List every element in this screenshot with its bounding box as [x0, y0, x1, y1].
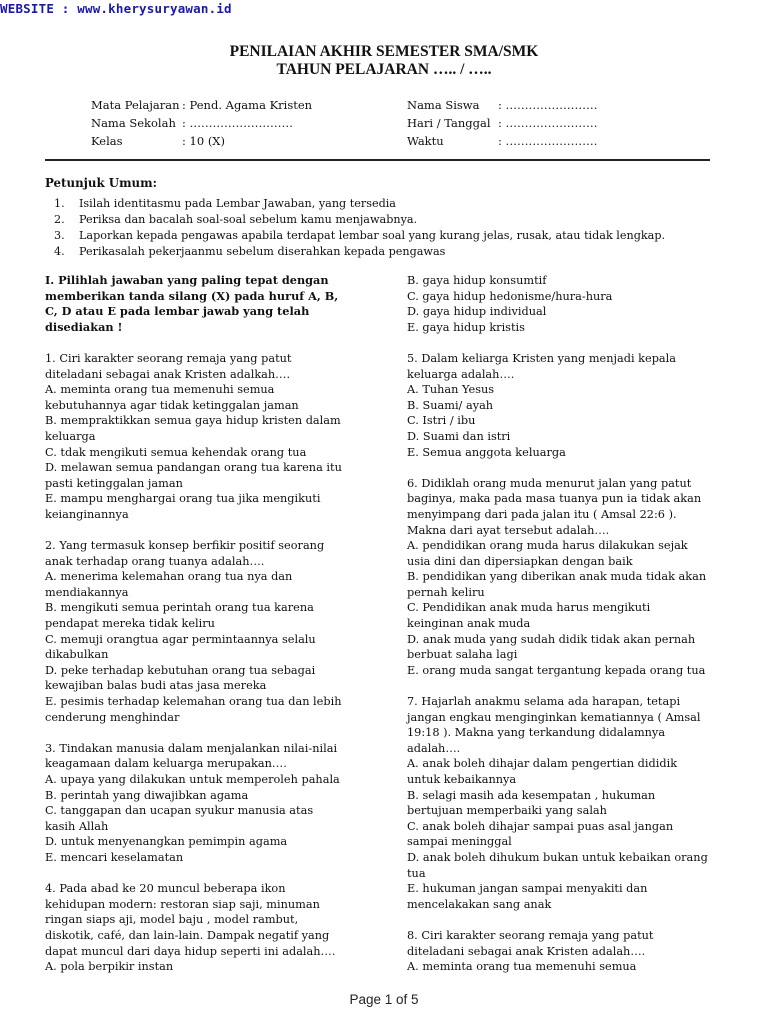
section-instruction-line: C, D atau E pada lembar jawab yang telah — [45, 304, 310, 319]
question-text-line: A. Tuhan Yesus — [407, 383, 495, 397]
question-text-line: keagamaan dalam keluarga merupakan…. — [45, 757, 287, 771]
info-row-student-name — [407, 96, 598, 114]
question-text-line: bertujuan memperbaiki yang salah — [407, 804, 607, 818]
question-text-line: menyimpang dari pada jalan itu ( Amsal 22:6 ). — [407, 507, 677, 521]
questions-column-right — [407, 273, 732, 975]
question-text-line: 1. Ciri karakter seorang remaja yang patut — [45, 351, 292, 365]
question-text-line: B. pendidikan yang diberikan anak muda tidak akan — [407, 570, 707, 584]
instruction-number: 1. — [54, 197, 65, 210]
info-row-subject — [91, 96, 312, 114]
info-row-time — [407, 132, 598, 150]
question-text-line: dapat muncul dari daya hidup seperti ini adalah…. — [45, 944, 336, 958]
question-text-line: B. Suami/ ayah — [407, 398, 494, 412]
question-text-line: keluarga — [45, 429, 96, 443]
question-text-line: 7. Hajarlah anakmu selama ada harapan, tetapi — [407, 695, 681, 709]
blank-line — [407, 335, 732, 351]
blank-line — [45, 725, 370, 741]
instruction-number: 4. — [54, 245, 65, 258]
question-text-line: C. Istri / ibu — [407, 414, 476, 428]
question-text-line: kebutuhannya agar tidak ketinggalan jaman — [45, 398, 299, 412]
section-instruction-line: disediakan ! — [45, 319, 123, 334]
instruction-item — [54, 196, 665, 212]
question-text-line: D. peke terhadap kebutuhan orang tua sebagai — [45, 663, 316, 677]
blank-line — [45, 866, 370, 882]
question-text-line: B. gaya hidup konsumtif — [407, 274, 547, 287]
question-text-line: E. pesimis terhadap kelemahan orang tua dan lebih — [45, 695, 342, 709]
question-text-line: usia dini dan dipersiapkan dengan baik — [407, 554, 633, 568]
instruction-item — [54, 228, 665, 244]
info-left — [91, 96, 312, 150]
info-label: Hari / Tanggal — [407, 116, 491, 130]
blank-line — [407, 460, 732, 476]
question-text-line: keluarga adalah…. — [407, 367, 515, 381]
question-text-line: D. anak boleh dihukum bukan untuk kebaikan orang — [407, 850, 708, 864]
question-text-line: mencelakakan sang anak — [407, 897, 552, 911]
section-instruction-line: memberikan tanda silang (X) pada huruf A, B, — [45, 288, 339, 303]
question-text-line: keinginan anak muda — [407, 617, 531, 631]
blank-line — [407, 678, 732, 694]
instruction-item — [54, 212, 665, 228]
question-text-line: C. memuji orangtua agar permintaannya selalu — [45, 632, 316, 646]
question-text-line: A. pola berpikir instan — [45, 960, 174, 974]
question-text-line: kehidupan modern: restoran siap saji, minuman — [45, 897, 320, 911]
question-text-line: diteladani sebagai anak Kristen adalkah…. — [45, 367, 291, 381]
info-label: Mata Pelajaran — [91, 98, 180, 112]
question-text-line: berbuat salaha lagi — [407, 648, 518, 662]
question-text-line: C. tdak mengikuti semua kehendak orang tua — [45, 445, 307, 459]
info-value: : …………………… — [498, 98, 598, 112]
question-text-line: cenderung menghindar — [45, 710, 180, 724]
question-text-line: anak terhadap orang tuanya adalah…. — [45, 554, 265, 568]
question-text-line: 4. Pada abad ke 20 muncul beberapa ikon — [45, 882, 286, 896]
question-text-line: dikabulkan — [45, 648, 109, 662]
question-text-line: kasih Allah — [45, 819, 109, 833]
question-text-line: C. Pendidikan anak muda harus mengikuti — [407, 601, 651, 615]
question-text-line: D. anak muda yang sudah didik tidak akan pernah — [407, 632, 696, 646]
question-text-line: untuk kebaikannya — [407, 773, 517, 786]
blank-line — [45, 335, 370, 351]
question-text-line: E. hukuman jangan sampai menyakiti dan — [407, 882, 648, 896]
question-text-line: B. perintah yang diwajibkan agama — [45, 788, 249, 802]
instruction-number: 2. — [54, 213, 65, 226]
info-label: Nama Siswa — [407, 98, 480, 112]
question-text-line: 3. Tindakan manusia dalam menjalankan nilai-nilai — [45, 741, 338, 755]
instruction-text: Perikasalah pekerjaanmu sebelum diserahkan kepada pengawas — [79, 245, 446, 258]
question-text-line: sampai meninggal — [407, 835, 512, 849]
question-text-line: E. gaya hidup kristis — [407, 320, 525, 334]
info-value: : ……………………… — [182, 116, 294, 130]
instructions-list — [54, 196, 665, 260]
question-text-line: pernah keliru — [407, 585, 485, 599]
question-text-line: diteladani sebagai anak Kristen adalah…. — [407, 944, 646, 958]
question-text-line: E. Semua anggota keluarga — [407, 445, 566, 459]
question-text-line: D. gaya hidup individual — [407, 305, 547, 319]
instruction-number: 3. — [54, 229, 65, 242]
question-text-line: C. tanggapan dan ucapan syukur manusia atas — [45, 804, 314, 818]
instruction-text: Laporkan kepada pengawas apabila terdapat lembar soal yang kurang jelas, rusak, atau tidak lengkap. — [79, 229, 666, 242]
question-text-line: 8. Ciri karakter seorang remaja yang patut — [407, 928, 654, 942]
question-text-line: 19:18 ). Makna yang terkandung didalamnya — [407, 726, 666, 740]
info-value: : …………………… — [498, 116, 598, 130]
instruction-item — [54, 244, 665, 260]
info-right — [407, 96, 598, 150]
question-text-line: 5. Dalam keliarga Kristen yang menjadi kepala — [407, 351, 677, 365]
academic-year: TAHUN PELAJARAN ….. / ….. — [276, 61, 492, 78]
question-text-line: kewajiban balas budi atas jasa mereka — [45, 679, 267, 693]
info-row-class — [91, 132, 312, 150]
instructions-title: Petunjuk Umum: — [45, 176, 157, 190]
info-value: : …………………… — [498, 134, 598, 148]
question-text-line: C. gaya hidup hedonisme/hura-hura — [407, 289, 613, 303]
question-text-line: D. Suami dan istri — [407, 429, 511, 443]
question-text-line: mendiakannya — [45, 585, 129, 599]
question-text-line: ringan siaps aji, model baju , model rambut, — [45, 913, 299, 927]
question-text-line: D. untuk menyenangkan pemimpin agama — [45, 835, 288, 849]
question-text-line: B. mempraktikkan semua gaya hidup kristen dalam — [45, 414, 341, 428]
question-text-line: A. menerima kelemahan orang tua nya dan — [45, 570, 293, 584]
info-label: Waktu — [407, 134, 444, 148]
question-text-line: B. selagi masih ada kesempatan , hukuman — [407, 788, 656, 802]
question-text-line: pendapat mereka tidak keliru — [45, 617, 215, 631]
info-row-school — [91, 114, 312, 132]
question-text-line: A. meminta orang tua memenuhi semua — [407, 960, 637, 974]
question-text-line: A. anak boleh dihajar dalam pengertian dididik — [407, 757, 678, 771]
website-url: WEBSITE : www.kherysuryawan.id — [0, 1, 232, 16]
blank-line — [45, 523, 370, 539]
question-text-line: 6. Didiklah orang muda menurut jalan yang patut — [407, 476, 692, 490]
question-text-line: jangan engkau menginginkan kematiannya ( Amsal — [407, 710, 701, 724]
question-text-line: B. mengikuti semua perintah orang tua karena — [45, 601, 314, 615]
question-text-line: E. orang muda sangat tergantung kepada orang tua — [407, 663, 706, 677]
question-text-line: A. pendidikan orang muda harus dilakukan sejak — [407, 539, 688, 553]
info-label: Nama Sekolah — [91, 116, 176, 130]
question-text-line: Makna dari ayat tersebut adalah…. — [407, 523, 610, 537]
info-value: : Pend. Agama Kristen — [182, 98, 313, 112]
info-row-date — [407, 114, 598, 132]
blank-line — [407, 912, 732, 928]
section-instruction-line: I. Pilihlah jawaban yang paling tepat dengan — [45, 273, 329, 287]
instruction-text: Isilah identitasmu pada Lembar Jawaban, yang tersedia — [79, 197, 396, 210]
question-text-line: A. upaya yang dilakukan untuk memperoleh pahala — [45, 773, 340, 786]
question-text-line: E. mencari keselamatan — [45, 850, 184, 864]
header-divider — [45, 159, 710, 161]
question-text-line: C. anak boleh dihajar sampai puas asal jangan — [407, 819, 674, 833]
question-text-line: keianginannya — [45, 507, 129, 521]
question-text-line: baginya, maka pada masa tuanya pun ia tidak akan — [407, 492, 702, 506]
question-text-line: pasti ketinggalan jaman — [45, 476, 183, 490]
question-text-line: E. mampu menghargai orang tua jika mengikuti — [45, 492, 321, 506]
page-number: Page 1 of 5 — [349, 992, 419, 1007]
info-value: : 10 (X) — [182, 134, 225, 148]
instruction-text: Periksa dan bacalah soal-soal sebelum kamu menjawabnya. — [79, 213, 418, 226]
question-text-line: tua — [407, 866, 426, 880]
question-text-line: D. melawan semua pandangan orang tua karena itu — [45, 461, 342, 475]
info-label: Kelas — [91, 134, 123, 148]
exam-title: PENILAIAN AKHIR SEMESTER SMA/SMK — [229, 43, 539, 60]
question-text-line: A. meminta orang tua memenuhi semua — [45, 383, 275, 397]
questions-column-left — [45, 273, 370, 975]
question-text-line: adalah…. — [407, 741, 461, 755]
question-text-line: diskotik, café, dan lain-lain. Dampak negatif yang — [45, 928, 330, 942]
question-text-line: 2. Yang termasuk konsep berfikir positif seorang — [45, 539, 325, 553]
